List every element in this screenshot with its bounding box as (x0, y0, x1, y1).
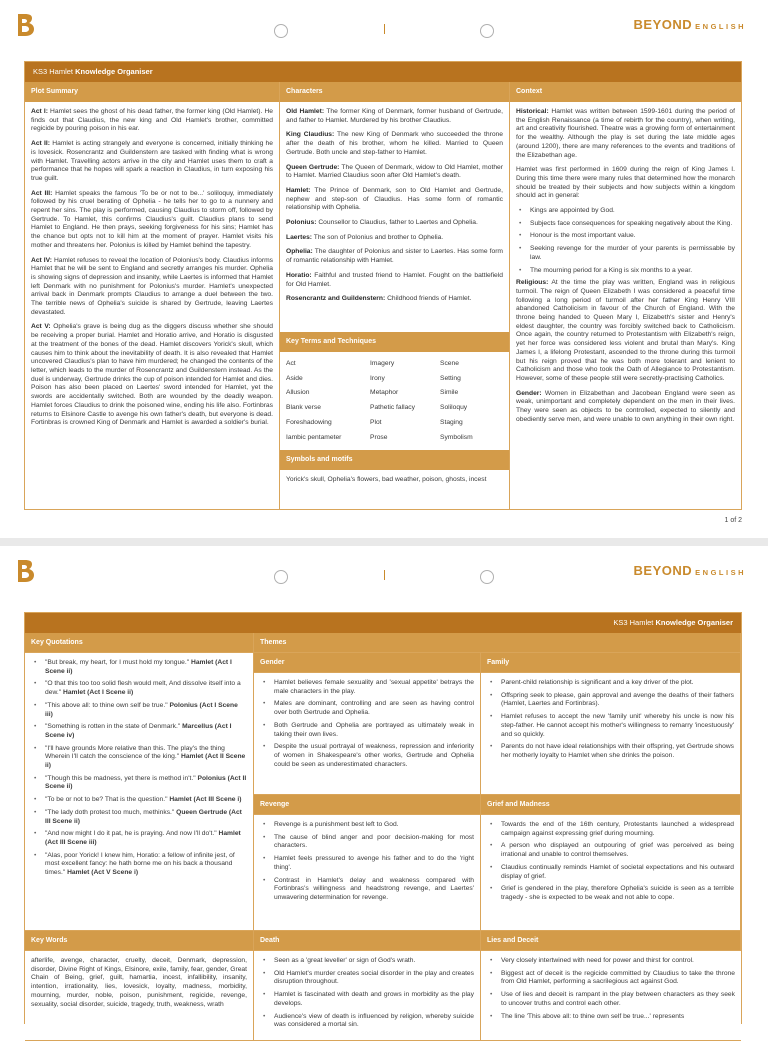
theme-bullet: • Towards the end of the 16th century, Protestants launched a widespread campaign against expressing grief during mourning. (499, 821, 734, 838)
symbols-heading: Symbols and motifs (280, 450, 509, 470)
context-bullet: • Kings are appointed by God. (528, 207, 735, 216)
quotation: • "O that this too too solid flesh would melt, And dissolve itself into a dew." Hamlet (Act I Scene ii) (43, 680, 247, 697)
center-mark (384, 570, 385, 580)
plot-act: Act IV: Hamlet refuses to reveal the location of Polonius's body. Claudius informs Hamlet that he will be sent to England and secretly arranges his murder. Ophelia is showing signs of depression and insanity, while Laertes is informed that Hamlet left Denmark with no punishment for Polonius's murder. Hamlet's unexpected arrival back in Denmark prompts Claudius to arrange a duel between the two. The terrible news of Ophelia's suicide is shared by Gertrude, leaving Laertes devastated. (31, 256, 273, 316)
term: Aside (286, 374, 303, 382)
quotation: • "Though this be madness, yet there is method in't." Polonius (Act II Scene ii) (43, 775, 247, 792)
page-two (0, 546, 768, 1029)
theme-bullet: • Grief is gendered in the play, therefore Ophelia's suicide is seen as a terrible tragedy - she is expected to be weak and not able to cope. (499, 885, 734, 902)
grief-heading: Grief and Madness (481, 795, 741, 815)
term: Simile (440, 389, 459, 397)
organiser-frame (24, 61, 742, 510)
organiser-frame-2 (24, 612, 742, 1029)
theme-bullet: • The line 'This above all: to thine own self be true...' represents (499, 1013, 735, 1022)
context-bullet: • Seeking revenge for the murder of your parents is permissable by law. (528, 245, 735, 262)
quotation: • "To be or not to be? That is the question." Hamlet (Act III Scene i) (43, 796, 247, 805)
theme-bullet: • Offspring seek to please, gain approval and avenge the deaths of their fathers (Hamlet, Laertes and Fortinbras). (499, 692, 734, 709)
family-theme (481, 673, 741, 795)
keywords-heading: Key Words (25, 931, 254, 951)
theme-bullet: • Hamlet is fascinated with death and grows in morbidity as the play develops. (272, 991, 474, 1008)
quotation: • "And now might I do it pat, he is praying. And now I'll do't." Hamlet (Act III Scene iii) (43, 830, 247, 847)
term: Allusion (286, 389, 310, 397)
plot-act: Act II: Hamlet is acting strangely and everyone is concerned, initially thinking he is lovesick. Rosencrantz and Guildenstern are tasked with finding what is wrong with Hamlet. Travelling actors arrive in the city and Hamlet uses them to craft a performance that he hopes will spark a reaction in Claudius, in turn exposing his true guilt. (31, 140, 273, 182)
brand-logo-icon (14, 12, 36, 38)
plot-heading: Plot Summary (25, 82, 279, 102)
banner: KS3 Hamlet Knowledge Organiser (25, 62, 741, 82)
quotations-heading: Key Quotations (25, 633, 254, 653)
context-bullet: • Subjects face consequences for speaking negatively about the King. (528, 220, 735, 229)
punch-hole (480, 24, 494, 38)
family-heading: Family (481, 653, 741, 673)
theme-bullet: • Use of lies and deceit is rampant in the play between characters as they seek to uncover truths and control each other. (499, 991, 735, 1008)
term: Iambic pentameter (286, 433, 342, 441)
theme-bullet: • Males are dominant, controlling and are seen as having control over both Gertrude and Ophelia. (272, 700, 474, 717)
term: Pathetic fallacy (370, 404, 415, 412)
theme-bullet: • Parent-child relationship is significant and a key driver of the plot. (499, 679, 734, 688)
character-entry: Old Hamlet: The former King of Denmark, former husband of Gertrude, and father to Hamlet. Murdered by his brother Claudius. (286, 108, 504, 124)
character-entry: Horatio: Faithful and trusted friend to Hamlet. Fought on the battlefield for Old Hamlet. (286, 271, 503, 288)
context-column (510, 82, 741, 509)
plot-act: Act V: Ophelia's grave is being dug as the diggers discuss whether she should be receiving a proper burial. Hamlet and Horatio arrive, and Horatio is disgusted at the treatment of the bones of the dead. Hamlet discovers Yorick's skull, which causes him to think about the inevitability of death. It is also revealed that Hamlet uncovered Claudius's plan to have him murdered; he changed the contents of the letter, which leads to the murder of Rosencrantz and Guildenstern instead. As the duel is underway, Gertrude drinks the cup of poison intended for Hamlet and dies. Poison has also been placed on Laertes' sword intended for Hamlet, yet the swords are accidentally switched. Both are wounded by the deadly weapon. Hamlet forces Claudius to drink the poisoned wine, ending his life also. Fortinbras returns to Elsinore Castle to avenge his own father's death, but everyone is dead. Fortinbras is crowned King of Denmark and Hamlet is awarded a soldier's burial. (31, 323, 273, 427)
term: Blank verse (286, 404, 321, 412)
quotation: • "Something is rotten in the state of Denmark." Marcellus (Act I Scene iv) (43, 723, 247, 740)
character-entry: Ophelia: The daughter of Polonius and sister to Laertes. Has some form of romantic relationship with Hamlet. (286, 248, 503, 265)
theme-bullet: • Audience's view of death is influenced by religion, whereby suicide was considered a mortal sin. (272, 1013, 474, 1030)
plot-summary (25, 102, 279, 440)
theme-bullet: • Despite the usual portrayal of weakness, repression and inferiority of women in Shakespeare's other works, Gertrude and Ophelia could be seen as underestimated characters. (272, 743, 474, 769)
revenge-heading: Revenge (254, 795, 481, 815)
theme-bullet: • Hamlet believes female sexuality and 'sexual appetite' betrays the male characters in the play. (272, 679, 474, 696)
quotation: • "This above all: to thine own self be true." Polonius (Act I Scene iii) (43, 702, 247, 719)
banner-2: KS3 Hamlet Knowledge Organiser (25, 613, 741, 633)
themes-heading: Themes (254, 633, 741, 653)
plot-act: Act III: Hamlet speaks the famous 'To be or not to be...' soliloquy, immediately followed by his cruel berating of Ophelia - he tells her to go to a nunnery and repent her sins. The play is performed, causing Claudius to storm off, followed by Gertrude. To Hamlet, this confirms Claudius's guilt. Claudius plans to send Hamlet to England. He then prays, seeking forgiveness for his sins; Hamlet has the chance but opts not to kill him at the moment of prayer. Hamlet visits his mother and threatens her. Polonius is killed by Hamlet behind the tapestry. (31, 189, 274, 249)
theme-bullet: • Revenge is a punishment best left to God. (272, 821, 474, 830)
term: Imagery (370, 360, 395, 367)
revenge-theme (254, 815, 481, 931)
brand-name: BEYOND ENGLISH (633, 563, 746, 578)
theme-bullet: • The cause of blind anger and poor decision-making for most characters. (272, 834, 474, 851)
character-entry: Queen Gertrude: The Queen of Denmark, widow to Old Hamlet, mother to Hamlet. Married Claudius soon after Old Hamlet's death. (286, 163, 503, 180)
theme-bullet: • Very closely intertwined with need for power and thirst for control. (499, 957, 735, 966)
context-body: Historical: Hamlet was written between 1599-1601 during the period of the English Renaissance (a time of rebirth for the country), when writing, art and creativity flourished. Theatre was a growing form of entertainment for the wealthy. Although the play is set during the late middle ages (around 1200), there are many references to the events and traditions of the Elizabethan age. Hamlet was first performed in 1609 during the reign of King James I. During this time there were many rules that determined how the monarch should be treated by their subjects and how subjects within a kingdom should act in general: • Kings are appointed by God. • Subjects face consequences for speaking negatively about the King. • Honour is the most important value. • Seeking revenge for the murder of your parents is permissable by law. • The mourning period for a King is six months to a year. Religious: At the time the play was written, England was in religious turmoil. The reign of Queen Elizabeth I was considered a peaceful time following a long period of turmoil after her father King Henry VIII abandoned Catholicism in favour of the Church of England. With the throne being handed to Queen Mary I, Elizabeth's sister and Henry's eldest daughter, the country was forcibly switched back to Catholicism. Once again, the country returned to Protestantism with Elizabeth's reign, yet her force was considered less violent and brutal than Mary's. King James I, a lifelong Protestant, ascended to the throne during this turmoil but his reign proved that he was both more tolerant and lenient to Catholicism and those who took the Oath of Allegiance to Protestantism. However, some of these people still were secretly-practising Catholics. Gender: Women in Elizabethan and Jacobean England were seen as weak, unimportant and completely dependent on the men in their lives. They were seen as objects to be controlled, expected to silently and obediently serve men, and were unable to own anything in their own right. (510, 102, 741, 437)
character-entry: Rosencrantz and Guildenstern: Childhood friends of Hamlet. (286, 295, 472, 303)
quotation: • "Alas, poor Yorick! I knew him, Horatio: a fellow of infinite jest, of most excellent fancy: he hath borne me on his back a thousand times." Hamlet (Act V Scene i) (43, 852, 247, 878)
term: Irony (370, 374, 385, 382)
characters-column (280, 82, 510, 509)
terms-grid (280, 352, 509, 450)
theme-bullet: • Hamlet feels pressured to avenge his father and to do the 'right thing'. (272, 855, 474, 872)
theme-bullet: • Contrast in Hamlet's delay and weakness compared with Fortinbras's willingness and headstrong revenge, and Laertes' unwavering determination for revenge. (272, 877, 474, 903)
terms-heading: Key Terms and Techniques (280, 332, 509, 352)
term: Scene (440, 360, 459, 367)
lies-theme (481, 951, 741, 1041)
keywords-text: afterlife, avenge, character, cruelty, deceit, Denmark, depression, disorder, Divine Right of Kings, Elsinore, exile, family, fear, gender, Great Chain of Being, grief, guilt, hamartia, incest, infallibility, insanity, intention, irrationality, lies, lovesick, loyalty, madness, morbidity, mourning, murder, noble, poison, punishment, regicide, revenge, sexuality, social disorder, suicide, tragedy, truth, weakness, wrath (25, 951, 254, 1041)
death-heading: Death (254, 931, 481, 951)
page-number: 1 of 2 (724, 517, 742, 524)
punch-hole (480, 570, 494, 584)
brand-name: BEYOND ENGLISH (633, 17, 746, 32)
context-bullet: • Honour is the most important value. (528, 232, 735, 241)
quotation: • "The lady doth protest too much, methinks." Queen Gertrude (Act III Scene ii) (43, 809, 247, 826)
theme-bullet: • Seen as a 'great leveller' or sign of God's wrath. (272, 957, 474, 966)
character-entry: Polonius: Counsellor to Claudius, father to Laertes and Ophelia. (286, 219, 478, 227)
context-bullet: • The mourning period for a King is six months to a year. (528, 267, 735, 276)
theme-bullet: • Old Hamlet's murder creates social disorder in the play and creates disruption throughout. (272, 970, 474, 987)
theme-bullet: • Parents do not have ideal relationships with their offspring, yet Gertrude shows her motherly loyalty to Hamlet when she drinks the poison. (499, 743, 734, 760)
quotation: • "I'll have grounds More relative than this. The play's the thing Wherein I'll catch the conscience of the king." Hamlet (Act II Scene ii) (43, 745, 247, 771)
term: Plot (370, 418, 382, 426)
character-entry: Hamlet: The Prince of Denmark, son to Old Hamlet and Gertrude, nephew and step-son of Claudius. Has some form of romantic relationship with Ophelia. (286, 186, 503, 212)
theme-bullet: • A person who displayed an outpouring of grief was perceived as being irrational and unable to control themselves. (499, 842, 734, 859)
themes-grid (25, 633, 741, 1041)
term: Soliloquy (440, 404, 468, 412)
plot-column (25, 82, 280, 509)
character-entry: Laertes: The son of Polonius and brother to Ophelia. (286, 233, 444, 241)
character-entry: King Claudius: The new King of Denmark who succeeded the throne after the death of his brother, whom he killed. Married to Queen Gertrude. Both uncle and step-father to Hamlet. (286, 131, 503, 156)
brand-logo-icon (14, 558, 36, 584)
characters-list (280, 102, 509, 332)
center-mark (384, 24, 385, 34)
characters-heading: Characters (280, 82, 509, 102)
theme-bullet: • Both Gertrude and Ophelia are portrayed as ultimately weak in taking their own lives. (272, 722, 474, 739)
theme-bullet: • Claudius continually reminds Hamlet of societal expectations and his outward display of grief. (499, 864, 734, 881)
term: Foreshadowing (286, 418, 332, 426)
quotations-list (25, 653, 254, 931)
death-theme (254, 951, 481, 1041)
gender-theme (254, 673, 481, 795)
term: Prose (370, 433, 388, 441)
term: Act (286, 360, 296, 367)
lies-heading: Lies and Deceit (481, 931, 741, 951)
term: Symbolism (440, 433, 473, 441)
theme-bullet: • Biggest act of deceit is the regicide committed by Claudius to take the throne from Old Hamlet, performing a sacrilegious act against God. (499, 970, 735, 987)
quotation: • "But break, my heart, for I must hold my tongue." Hamlet (Act I Scene ii) (43, 659, 247, 676)
symbols-text: Yorick's skull, Ophelia's flowers, bad weather, poison, ghosts, incest (286, 476, 487, 484)
term: Staging (440, 418, 463, 426)
context-heading: Context (510, 82, 741, 102)
term: Setting (440, 374, 461, 382)
grief-theme (481, 815, 741, 931)
page-separator (0, 538, 768, 546)
theme-bullet: • Hamlet refuses to accept the new 'family unit' whereby his uncle is now his step-father. He cannot accept his mother's willingness to remarry 'incestuously' and so quickly. (499, 713, 734, 739)
punch-hole (274, 570, 288, 584)
gender-heading: Gender (254, 653, 481, 673)
plot-act: Act I: Hamlet sees the ghost of his dead father, the former king (Old Hamlet). He finds out that Claudius, the new king and Old Hamlet's brother, committed regicide by pouring poison in his ear. (31, 108, 274, 133)
term: Metaphor (370, 389, 399, 397)
punch-hole (274, 24, 288, 38)
